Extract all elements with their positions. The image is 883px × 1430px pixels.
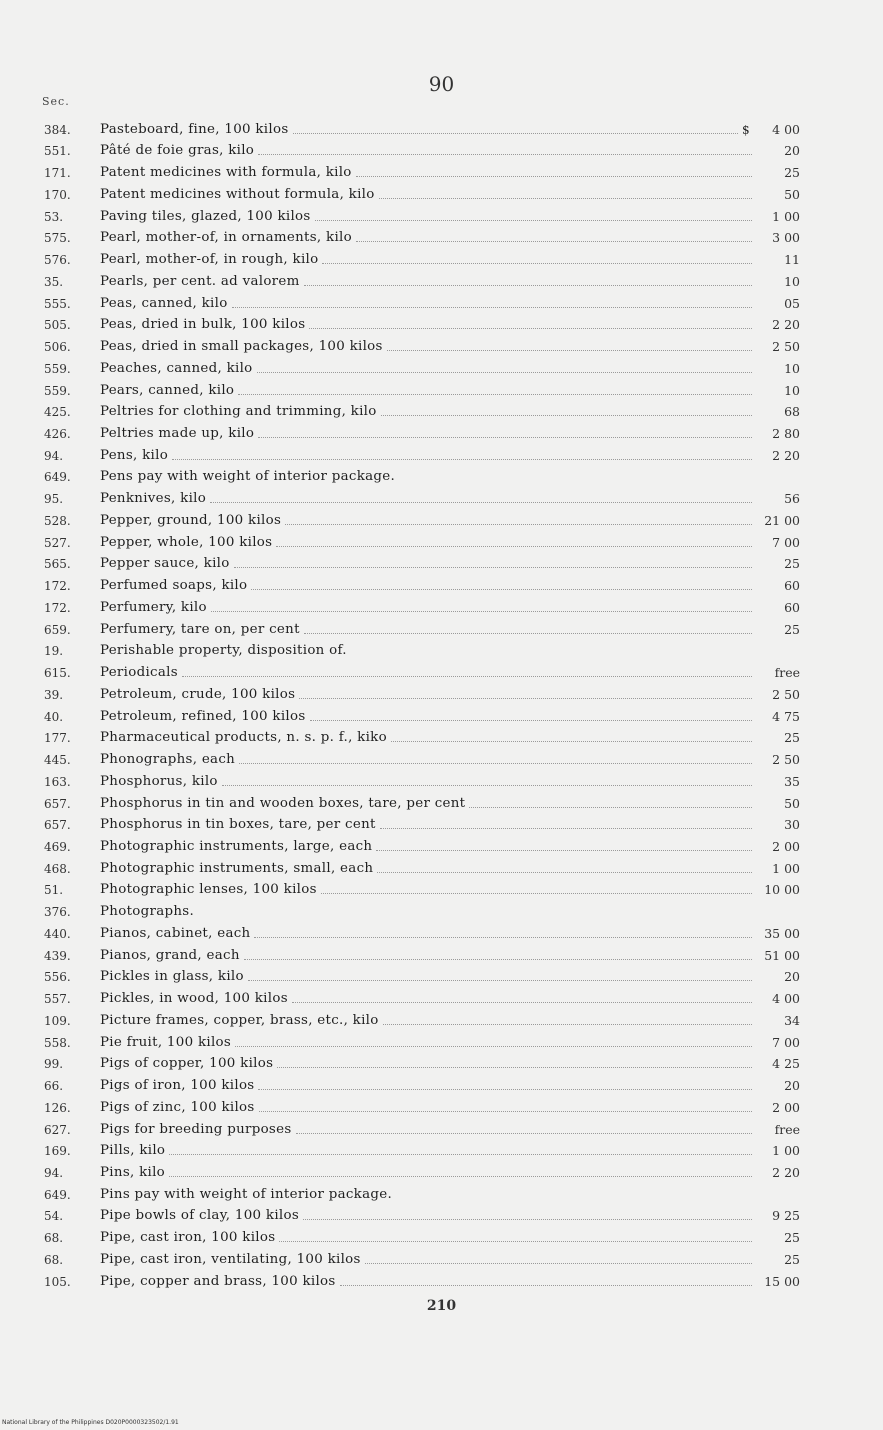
dot-leader [309,328,752,329]
section-number: 506. [44,340,71,355]
duty-rate: 7 00 [772,1034,800,1050]
section-number: 53. [44,209,64,224]
dot-leader [304,633,752,634]
section-number: 555. [44,296,71,311]
section-number: 105. [44,1274,71,1289]
dot-leader [210,502,752,503]
section-number: 163. [44,774,71,789]
duty-rate: 1 00 [772,1143,800,1159]
list-item [40,572,800,594]
dot-leader [304,285,752,286]
section-number: 551. [44,144,71,159]
section-number: 527. [44,535,71,550]
item-description: Pigs of zinc, 100 kilos [100,1099,255,1115]
duty-rate: 2 80 [772,426,800,442]
duty-rate: 10 [784,360,800,376]
list-item [40,877,800,899]
section-number: 565. [44,557,71,572]
section-number: 559. [44,361,71,376]
dot-leader [292,1002,752,1003]
item-description: Pigs for breeding purposes [100,1121,292,1137]
item-description: Photographic lenses, 100 kilos [100,882,317,898]
list-item [40,225,800,247]
item-description: Perfumery, tare on, per cent [100,621,300,637]
section-number: 40. [44,709,64,724]
list-item [40,507,800,529]
item-description: Perfumed soaps, kilo [100,578,248,594]
section-number: 68. [44,1252,64,1267]
item-description: Photographic instruments, large, each [100,838,373,854]
dot-leader [238,394,752,395]
duty-rate: 1 00 [772,860,800,876]
item-description: Pâté de foie gras, kilo [100,143,255,159]
dot-leader [251,589,752,590]
section-number: 376. [44,905,71,920]
item-description: Pears, canned, kilo [100,382,235,398]
section-number: 177. [44,731,71,746]
duty-rate: 60 [784,599,800,615]
section-number: 54. [44,1209,64,1224]
dot-leader [379,198,752,199]
duty-rate: 05 [784,295,800,311]
item-description: Perishable property, disposition of. [100,643,347,659]
section-number: 426. [44,427,71,442]
duty-rate: 2 00 [772,1099,800,1115]
list-item [40,898,800,920]
list-item [40,1094,800,1116]
dot-leader [172,459,752,460]
list-item [40,290,800,312]
list-item [40,399,800,421]
duty-rate: 2 20 [772,317,800,333]
duty-rate: free [774,1121,800,1137]
dot-leader [257,372,752,373]
dot-leader [376,850,752,851]
list-item [40,920,800,942]
dot-leader [276,546,752,547]
item-description: Penknives, kilo [100,491,207,507]
duty-rate: 50 [784,795,800,811]
section-number: 575. [44,231,71,246]
duty-rate: 35 00 [764,925,800,941]
duty-rate: 2 00 [772,838,800,854]
list-item [40,485,800,507]
dot-leader [232,307,752,308]
section-number: 172. [44,600,71,615]
dot-leader [258,154,752,155]
item-description: Phosphorus, kilo [100,773,218,789]
section-number: 171. [44,166,71,181]
duty-rate: 1 00 [772,208,800,224]
tariff-index-list [40,116,800,1290]
duty-rate: 11 [784,252,800,268]
section-number: 528. [44,513,71,528]
list-item [40,203,800,225]
dot-leader [310,720,752,721]
dot-leader [277,1067,752,1068]
section-number: 649. [44,1187,71,1202]
item-description: Pens pay with weight of interior package. [100,469,396,485]
item-description: Peltries for clothing and trimming, kilo [100,404,377,420]
item-description: Pipe, cast iron, ventilating, 100 kilos [100,1251,361,1267]
section-number: 170. [44,187,71,202]
section-number: 169. [44,1144,71,1159]
duty-rate: 50 [784,186,800,202]
duty-rate: 25 [784,1251,800,1267]
section-number: 657. [44,818,71,833]
duty-rate: 35 [784,773,800,789]
duty-rate: 20 [784,143,800,159]
section-number: 615. [44,666,71,681]
section-number: 558. [44,1035,71,1050]
item-description: Pharmaceutical products, n. s. p. f., kiko [100,730,387,746]
item-description: Pie fruit, 100 kilos [100,1034,232,1050]
duty-rate: 4 00 [772,991,800,1007]
dot-leader [293,133,738,134]
dot-leader [169,1154,752,1155]
section-number: 94. [44,448,64,463]
list-item [40,312,800,334]
list-item [40,1203,800,1225]
item-description: Pepper, ground, 100 kilos [100,512,282,528]
item-description: Peltries made up, kilo [100,426,255,442]
list-item [40,833,800,855]
section-number: 99. [44,1057,64,1072]
item-description: Photographs. [100,904,195,920]
dot-leader [259,1111,752,1112]
list-item [40,1007,800,1029]
list-item [40,964,800,986]
section-number: 39. [44,687,64,702]
item-description: Pins, kilo [100,1164,166,1180]
dot-leader [380,828,752,829]
section-number: 468. [44,861,71,876]
section-number: 556. [44,970,71,985]
section-number: 440. [44,926,71,941]
list-item [40,1159,800,1181]
list-item [40,790,800,812]
duty-rate: 25 [784,1230,800,1246]
dot-leader [381,415,752,416]
item-description: Peas, canned, kilo [100,295,228,311]
section-number: 657. [44,796,71,811]
duty-rate: 25 [784,730,800,746]
library-credit: National Library of the Philippines D020P0000323502/1.91 [2,1419,179,1426]
item-description: Paving tiles, glazed, 100 kilos [100,208,311,224]
list-item [40,703,800,725]
duty-rate: free [774,665,800,681]
list-item [40,377,800,399]
section-column-heading: Sec. [42,95,70,108]
list-item [40,855,800,877]
duty-rate: 10 00 [764,882,800,898]
item-description: Pipe bowls of clay, 100 kilos [100,1208,300,1224]
item-description: Perfumery, kilo [100,599,207,615]
list-item [40,464,800,486]
dot-leader [356,241,752,242]
duty-rate: 21 00 [764,512,800,528]
dot-leader [383,1024,752,1025]
list-item [40,1268,800,1290]
duty-rate: 3 00 [772,230,800,246]
dot-leader [285,524,752,525]
list-item [40,659,800,681]
item-description: Patent medicines with formula, kilo [100,165,352,181]
item-description: Peas, dried in bulk, 100 kilos [100,317,306,333]
section-number: 425. [44,405,71,420]
section-number: 659. [44,622,71,637]
item-description: Petroleum, refined, 100 kilos [100,708,306,724]
list-item [40,768,800,790]
item-description: Pipe, cast iron, 100 kilos [100,1230,276,1246]
list-item [40,159,800,181]
section-number: 126. [44,1100,71,1115]
item-description: Pickles, in wood, 100 kilos [100,991,288,1007]
section-number: 384. [44,122,71,137]
section-number: 557. [44,992,71,1007]
dot-leader [299,698,752,699]
list-item [40,746,800,768]
duty-rate: 4 25 [772,1056,800,1072]
list-item [40,246,800,268]
duty-rate: 15 00 [764,1273,800,1289]
dot-leader [211,611,752,612]
duty-rate: 20 [784,1078,800,1094]
list-item [40,1138,800,1160]
section-number: 445. [44,753,71,768]
item-description: Peas, dried in small packages, 100 kilos [100,339,383,355]
list-item [40,442,800,464]
dot-leader [296,1133,753,1134]
item-description: Pasteboard, fine, 100 kilos [100,121,289,137]
list-item [40,1072,800,1094]
duty-rate: 10 [784,382,800,398]
list-item [40,594,800,616]
list-item [40,529,800,551]
list-item [40,1051,800,1073]
list-item [40,638,800,660]
section-number: 172. [44,579,71,594]
section-number: 559. [44,383,71,398]
item-description: Pills, kilo [100,1143,166,1159]
duty-rate: 34 [784,1012,800,1028]
list-item [40,812,800,834]
dot-leader [239,763,752,764]
dot-leader [303,1219,752,1220]
item-description: Phosphorus in tin boxes, tare, per cent [100,817,376,833]
list-item [40,725,800,747]
item-description: Pearls, per cent. ad valorem [100,273,300,289]
dot-leader [321,893,752,894]
list-item [40,1029,800,1051]
section-number: 66. [44,1079,64,1094]
dot-leader [169,1176,752,1177]
dot-leader [377,872,752,873]
duty-rate: 25 [784,165,800,181]
dot-leader [356,176,752,177]
section-number: 439. [44,948,71,963]
item-description: Periodicals [100,665,178,681]
list-item [40,138,800,160]
item-description: Pearl, mother-of, in ornaments, kilo [100,230,352,246]
section-number: 94. [44,1165,64,1180]
item-description: Petroleum, crude, 100 kilos [100,686,296,702]
section-number: 68. [44,1231,64,1246]
dot-leader [365,1263,752,1264]
item-description: Pins pay with weight of interior package. [100,1186,393,1202]
duty-rate: 4 75 [772,708,800,724]
dot-leader [258,1089,752,1090]
item-description: Pipe, copper and brass, 100 kilos [100,1273,336,1289]
dot-leader [279,1241,752,1242]
list-item [40,1224,800,1246]
list-item [40,1246,800,1268]
footer-page-number: 210 [426,1298,457,1314]
item-description: Pearl, mother-of, in rough, kilo [100,252,319,268]
duty-rate: 30 [784,817,800,833]
dot-leader [469,807,752,808]
dot-leader [322,263,752,264]
item-description: Pianos, cabinet, each [100,925,251,941]
section-number: 627. [44,1122,71,1137]
section-number: 95. [44,492,64,507]
dot-leader [182,676,752,677]
item-description: Pepper, whole, 100 kilos [100,534,273,550]
duty-rate: 7 00 [772,534,800,550]
dot-leader [244,959,752,960]
item-description: Peaches, canned, kilo [100,360,253,376]
section-number: 19. [44,644,64,659]
list-item [40,116,800,138]
duty-rate: 2 20 [772,447,800,463]
dot-leader [340,1285,752,1286]
duty-rate: 2 20 [772,1164,800,1180]
page-number: 90 [428,72,455,96]
dot-leader [254,937,752,938]
list-item [40,268,800,290]
item-description: Pens, kilo [100,447,169,463]
dot-leader [235,1046,752,1047]
duty-rate: 25 [784,621,800,637]
list-item [40,942,800,964]
duty-rate: 2 50 [772,752,800,768]
dot-leader [258,437,752,438]
duty-rate: 4 00 [772,121,800,137]
item-description: Pickles in glass, kilo [100,969,244,985]
duty-rate: 51 00 [764,947,800,963]
section-number: 649. [44,470,71,485]
item-description: Pigs of iron, 100 kilos [100,1078,255,1094]
item-description: Phosphorus in tin and wooden boxes, tare, per cent [100,795,466,811]
item-description: Pepper sauce, kilo [100,556,230,572]
duty-rate: 25 [784,556,800,572]
section-number: 505. [44,318,71,333]
item-description: Phonographs, each [100,752,236,768]
dot-leader [315,220,752,221]
duty-rate: 9 25 [772,1208,800,1224]
list-item [40,985,800,1007]
duty-rate: 10 [784,273,800,289]
duty-rate: 2 50 [772,339,800,355]
duty-rate: 68 [784,404,800,420]
list-item [40,616,800,638]
list-item [40,681,800,703]
item-description: Patent medicines without formula, kilo [100,186,375,202]
duty-rate: 60 [784,578,800,594]
duty-rate: 2 50 [772,686,800,702]
list-item [40,1181,800,1203]
dot-leader [234,567,752,568]
list-item [40,1116,800,1138]
list-item [40,551,800,573]
list-item [40,420,800,442]
section-number: 35. [44,274,64,289]
dot-leader [222,785,752,786]
duty-rate: 56 [784,491,800,507]
item-description: Picture frames, copper, brass, etc., kilo [100,1012,379,1028]
section-number: 109. [44,1013,71,1028]
list-item [40,181,800,203]
dot-leader [387,350,752,351]
currency-symbol: $ [742,122,750,137]
list-item [40,333,800,355]
dot-leader [391,741,752,742]
section-number: 51. [44,883,64,898]
list-item [40,355,800,377]
item-description: Pigs of copper, 100 kilos [100,1056,274,1072]
item-description: Pianos, grand, each [100,947,240,963]
dot-leader [248,980,752,981]
duty-rate: 20 [784,969,800,985]
item-description: Photographic instruments, small, each [100,860,374,876]
section-number: 469. [44,839,71,854]
section-number: 576. [44,253,71,268]
